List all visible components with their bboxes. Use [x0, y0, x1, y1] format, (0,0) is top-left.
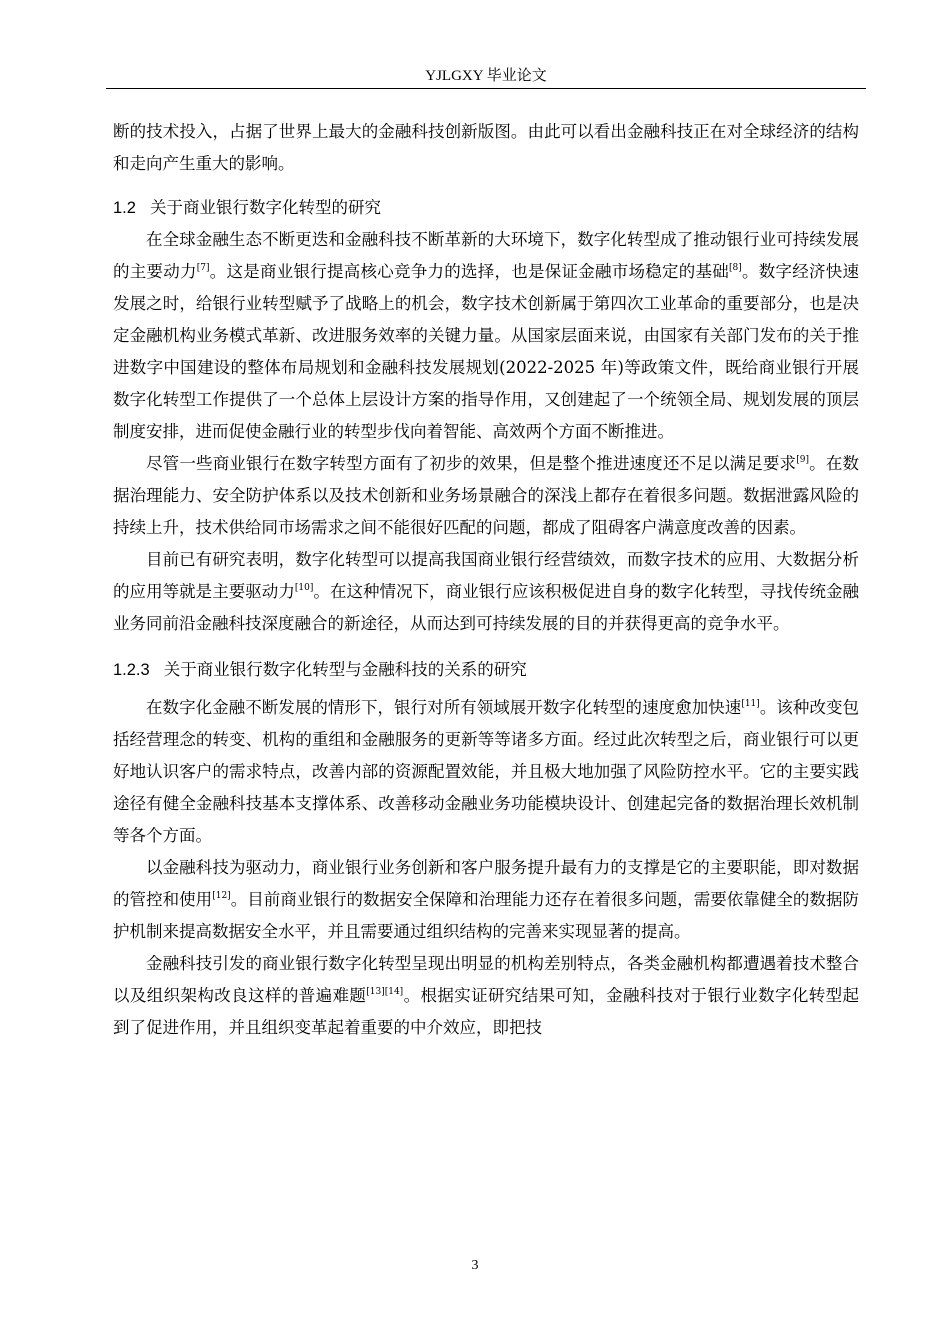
text-span: 尽管一些商业银行在数字转型方面有了初步的效果，但是整个推进速度还不足以满足要求 — [146, 454, 797, 473]
citation: [8] — [729, 263, 742, 273]
text-span: 在数字化金融不断发展的情形下，银行对所有领域展开数字化转型的速度愈加快速 — [146, 698, 742, 717]
paragraph-intro: 断的技术投入，占据了世界上最大的金融科技创新版图。由此可以看出金融科技正在对全球经济的结构和走向产生重大的影响。 — [113, 122, 859, 173]
text-span: 以金融科技为驱动力，商业银行业务创新和客户服务提升最有力的支撑是它的主要职能，即对数据的管控和使用 — [113, 858, 859, 909]
section-heading-1-2-3 — [113, 654, 859, 686]
section-title: 关于商业银行数字化转型的研究 — [149, 198, 381, 217]
citation: [13] — [366, 987, 385, 997]
text-span: 。在数据治理能力、安全防护体系以及技术创新和业务场景融合的深浅上都存在着很多问题。数据泄露风险的持续上升，技术供给同市场需求之间不能很好匹配的问题，都成了阻碍客户满意度改善的因素。 — [113, 454, 860, 537]
paragraph-4 — [113, 692, 859, 852]
page-number: 3 — [471, 1258, 479, 1273]
text-span: 。目前商业银行的数据安全保障和治理能力还存在着很多问题，需要依靠健全的数据防护机制来提高数据安全水平，并且需要通过组织结构的完善来实现显著的提高。 — [113, 890, 860, 941]
section-heading-1-2 — [113, 192, 859, 224]
text-span: 金融科技引发的商业银行数字化转型呈现出明显的机构差别特点，各类金融机构都遭遇着技术整合以及组织架构改良这样的普遍难题 — [113, 954, 859, 1005]
text-span: 。这是商业银行提高核心竞争力的选择，也是保证金融市场稳定的基础 — [209, 262, 729, 281]
citation: [7] — [196, 263, 210, 273]
text-span: 在全球金融生态不断更迭和金融科技不断革新的大环境下，数字化转型成了推动银行业可持续发展的主要动力 — [113, 230, 859, 281]
paragraph-1 — [113, 224, 859, 448]
page-body — [113, 116, 859, 1044]
citation: [10] — [294, 583, 314, 593]
section-number: 1.2 — [113, 199, 136, 217]
citation: [9] — [796, 455, 809, 465]
text-span: 。在这种情况下，商业银行应该积极促进自身的数字化转型，寻找传统金融业务同前沿金融科技深度融合的新途径，从而达到可持续发展的目的并获得更高的竞争水平。 — [113, 582, 860, 633]
paragraph-3 — [113, 544, 859, 640]
header-rule — [106, 88, 866, 89]
page-header: YJLGXY 毕业论文 — [425, 68, 547, 84]
citation: [12] — [212, 891, 231, 901]
citation: [14] — [384, 987, 404, 997]
text-span: 目前已有研究表明，数字化转型可以提高我国商业银行经营绩效，而数字技术的应用、大数据分析的应用等就是主要驱动力 — [113, 550, 859, 601]
citation: [11] — [741, 699, 760, 709]
paragraph-5 — [113, 852, 859, 948]
section-title: 关于商业银行数字化转型与金融科技的关系的研究 — [163, 660, 527, 679]
text-span: 。该种改变包括经营理念的转变、机构的重组和金融服务的更新等等诸多方面。经过此次转型之后，商业银行可以更好地认识客户的需求特点，改善内部的资源配置效能，并且极大地加强了风险防控水平。它的主要实践途径有健全金融科技基本支撑体系、改善移动金融业务功能模块设计、创建起完备的数据治理长效机制等各个方面。 — [113, 698, 860, 845]
text-span: 。数字经济快速发展之时，给银行业转型赋予了战略上的机会，数字技术创新属于第四次工业革命的重要部分，也是决定金融机构业务模式革新、改进服务效率的关键力量。从国家层面来说，由国家有关部门发布的关于推进数字中国建设的整体布局规划和金融科技发展规划(2022-2025 年)等政策文件，既给商业银行开展数字化转型工作提供了一个总体上层设计方案的指导作用，又创建起了一个统领全局、规划发展的顶层制度安排，进而促使金融行业的转型步伐向着智能、高效两个方面不断推进。 — [113, 262, 859, 441]
section-number: 1.2.3 — [113, 661, 150, 679]
paragraph-2 — [113, 448, 859, 544]
text-span: 。根据实证研究结果可知，金融科技对于银行业数字化转型起到了促进作用，并且组织变革起着重要的中介效应，即把技 — [113, 986, 860, 1037]
paragraph-6 — [113, 948, 859, 1044]
